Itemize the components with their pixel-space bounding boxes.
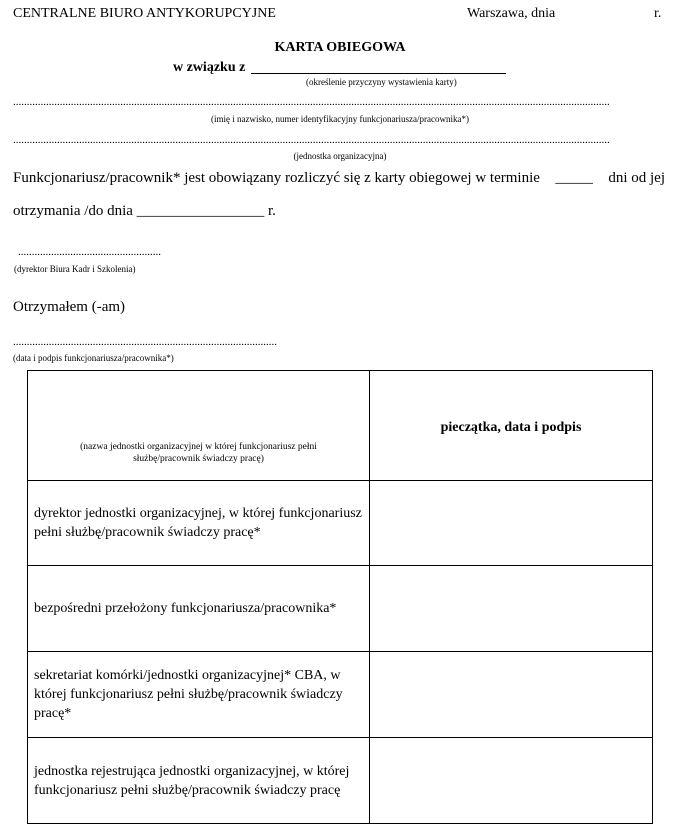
until-date-suffix: r. [267, 203, 276, 219]
row-label: bezpośredni przełożony funkcjonariusza/pracownika* [28, 566, 370, 652]
place-date-label: Warszawa, dnia [467, 6, 556, 21]
obligation-text-end: dni od jej [608, 170, 665, 186]
unit-name-header: (nazwa jednostki organizacyjnej w której funkcjonariusz pełni służbę/pracownik świadczy pracę) [28, 371, 370, 481]
stamp-date-signature-header: pieczątka, data i podpis [370, 371, 653, 481]
signature-cell[interactable] [370, 738, 653, 824]
director-signature-field[interactable]: .................................................... [18, 246, 161, 258]
days-blank[interactable]: _____ [555, 170, 593, 186]
row-label: dyrektor jednostki organizacyjnej, w której funkcjonariusz pełni służbę/pracownik świadczy pracę* [28, 481, 370, 566]
signature-cell[interactable] [370, 566, 653, 652]
form-title: KARTA OBIEGOWA [274, 40, 406, 55]
table-row [28, 652, 653, 738]
row-label: jednostka rejestrująca jednostki organizacyjnej, w której funkcjonariusz pełni służbę/pracownik świadczy pracę [28, 738, 370, 824]
reason-caption: (określenie przyczyny wystawienia karty) [306, 77, 457, 87]
institution-name: CENTRALNE BIURO ANTYKORUPCYJNE [13, 6, 276, 21]
receipt-label: Otrzymałem (-am) [13, 299, 126, 315]
unit-caption: (jednostka organizacyjna) [293, 151, 387, 161]
until-date-blank[interactable]: _________________ [136, 203, 265, 219]
employee-dotted-field[interactable]: ......................................................................................................................................................................................................................... [13, 96, 610, 108]
obligation-line-2 [13, 203, 276, 220]
table-row [28, 566, 653, 652]
director-caption: (dyrektor Biura Kadr i Szkolenia) [14, 264, 136, 274]
signature-cell[interactable] [370, 481, 653, 566]
table-row [28, 738, 653, 824]
signature-cell[interactable] [370, 652, 653, 738]
year-suffix: r. [654, 6, 662, 21]
employee-caption: (imię i nazwisko, numer identyfikacyjny funkcjonariusza/pracownika*) [211, 114, 469, 124]
clearance-table [27, 370, 653, 824]
receipt-caption: (data i podpis funkcjonariusza/pracownika*) [13, 353, 174, 363]
table-header-row [28, 371, 653, 481]
obligation-line-1 [13, 170, 665, 187]
reason-input-line[interactable] [251, 73, 506, 74]
row-label: sekretariat komórki/jednostki organizacyjnej* CBA, w której funkcjonariusz pełni służbę/pracownik świadczy pracę* [28, 652, 370, 738]
unit-dotted-field[interactable]: ......................................................................................................................................................................................................................... [13, 134, 610, 146]
table-row [28, 481, 653, 566]
until-date-label: otrzymania /do dnia [13, 203, 133, 219]
reason-label: w związku z [173, 60, 246, 75]
obligation-text-start: Funkcjonariusz/pracownik* jest obowiązany rozliczyć się z karty obiegowej w terminie [13, 170, 540, 186]
receipt-signature-field[interactable]: ................................................................................................ [13, 336, 277, 348]
